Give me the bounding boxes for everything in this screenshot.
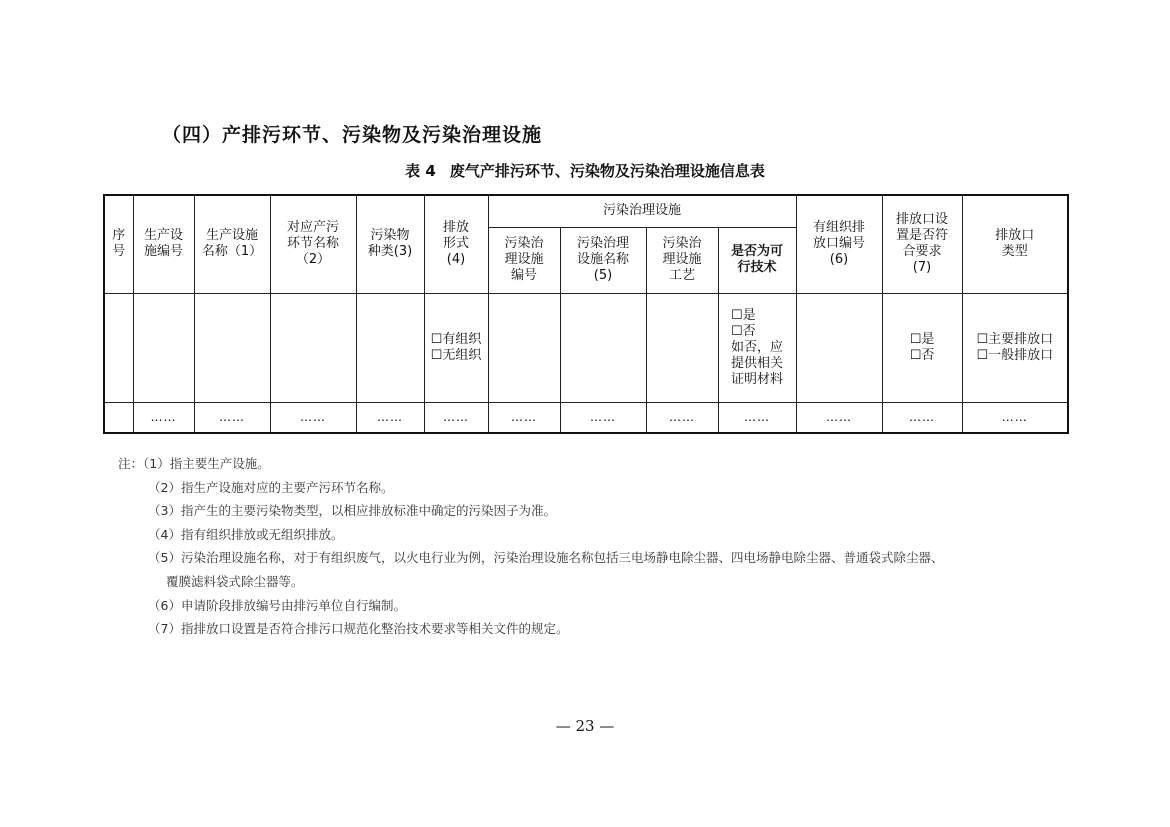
emission-info-table (103, 194, 1069, 434)
note-2: （2）指生产设施对应的主要产污环节名称。 (148, 479, 394, 495)
page-number: — 23 — (555, 717, 615, 735)
table-row (104, 402, 1068, 433)
header-facility-no: 污染治 理设施 编号 (488, 227, 560, 293)
feasible-note-line1: 如否，应 (731, 339, 784, 355)
cell-dots: …… (356, 402, 424, 433)
feasible-note-line2: 提供相关 (731, 355, 784, 371)
cell-outlet-ok[interactable] (882, 293, 962, 402)
cell-feasible-tech[interactable] (718, 293, 796, 402)
checkbox-outlet-yes[interactable]: ☐是 (909, 331, 935, 347)
cell-dots: …… (796, 402, 882, 433)
note-7: （7）指排放口设置是否符合排污口规范化整治技术要求等相关文件的规定。 (148, 621, 569, 637)
header-feasible-tech: 是否为可 行技术 (718, 227, 796, 293)
table-number: 表 4 (405, 162, 436, 180)
table-title: 废气产排污环节、污染物及污染治理设施信息表 (449, 162, 765, 180)
cell-outlet-no[interactable] (796, 293, 882, 402)
table-caption (0, 160, 1170, 181)
header-seq: 序 号 (104, 195, 133, 293)
cell-facility-no[interactable] (488, 293, 560, 402)
cell-pollutant[interactable] (356, 293, 424, 402)
note-6: （6）申请阶段排放编号由排污单位自行编制。 (148, 597, 406, 613)
cell-facility-process[interactable] (646, 293, 718, 402)
note-5: （5）污染治理设施名称，对于有组织废气，以火电行业为例，污染治理设施名称包括三电场静电除尘器、四电场静电除尘器、普通袋式除尘器、 (148, 550, 944, 566)
checkbox-outlet-no[interactable]: ☐否 (909, 347, 935, 363)
cell-dots (104, 402, 133, 433)
cell-dots: …… (646, 402, 718, 433)
cell-dots: …… (718, 402, 796, 433)
checkbox-main-outlet[interactable]: ☐主要排放口 (976, 331, 1054, 347)
checkbox-no[interactable]: ☐否 (731, 323, 756, 339)
checkbox-organized[interactable]: ☐有组织 (430, 331, 482, 347)
cell-dots: …… (962, 402, 1068, 433)
cell-emission-form[interactable] (424, 293, 488, 402)
note-3: （3）指产生的主要污染物类型，以相应排放标准中确定的污染因子为准。 (148, 503, 556, 519)
header-outlet-type: 排放口 类型 (962, 195, 1068, 293)
cell-outlet-type[interactable] (962, 293, 1068, 402)
table-row (104, 293, 1068, 402)
section-title: （四）产排污环节、污染物及污染治理设施 (162, 124, 543, 146)
cell-seq[interactable] (104, 293, 133, 402)
header-outlet-ok: 排放口设 置是否符 合要求 (7) (882, 195, 962, 293)
cell-link-name[interactable] (270, 293, 356, 402)
cell-dots: …… (194, 402, 270, 433)
header-facility-name: 污染治理 设施名称 (5) (560, 227, 646, 293)
checkbox-general-outlet[interactable]: ☐一般排放口 (976, 347, 1054, 363)
header-treatment-group: 污染治理设施 (488, 195, 796, 227)
cell-dots: …… (488, 402, 560, 433)
checkbox-yes[interactable]: ☐是 (731, 307, 756, 323)
note-1: 注：（1）指主要生产设施。 (118, 456, 270, 471)
feasible-note-line3: 证明材料 (731, 371, 784, 387)
note-5-continued: 覆膜滤料袋式除尘器等。 (166, 573, 304, 589)
header-prod-name: 生产设施 名称（1） (194, 195, 270, 293)
checkbox-unorganized[interactable]: ☐无组织 (430, 347, 482, 363)
header-emission-form: 排放 形式 (4) (424, 195, 488, 293)
header-outlet-no: 有组织排 放口编号 (6) (796, 195, 882, 293)
cell-dots: …… (882, 402, 962, 433)
table-notes (118, 452, 943, 641)
header-link-name: 对应产污 环节名称 （2） (270, 195, 356, 293)
cell-dots: …… (560, 402, 646, 433)
cell-dots: …… (270, 402, 356, 433)
cell-dots: …… (424, 402, 488, 433)
cell-facility-name[interactable] (560, 293, 646, 402)
note-4: （4）指有组织排放或无组织排放。 (148, 526, 344, 542)
cell-prod-no[interactable] (133, 293, 194, 402)
cell-dots: …… (133, 402, 194, 433)
header-pollutant: 污染物 种类(3) (356, 195, 424, 293)
header-facility-process: 污染治 理设施 工艺 (646, 227, 718, 293)
header-prod-no: 生产设 施编号 (133, 195, 194, 293)
cell-prod-name[interactable] (194, 293, 270, 402)
